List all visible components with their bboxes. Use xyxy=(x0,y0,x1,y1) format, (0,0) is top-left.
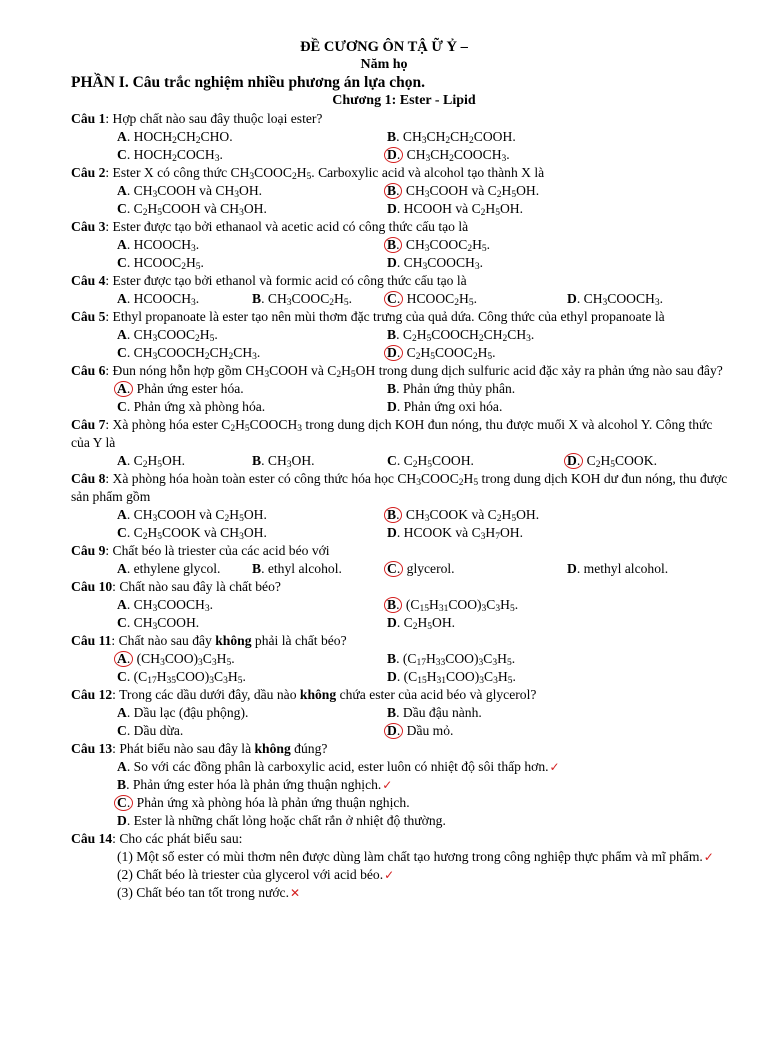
question-10: Câu 10: Chất nào sau đây là chất béo? xyxy=(71,579,281,594)
question-13: Câu 13: Phát biểu nào sau đây là không đúng? xyxy=(71,741,328,756)
option-d: D. Phản ứng oxi hóa. xyxy=(387,399,503,414)
option-c: C. $C_2H_5COOK$ và $CH_3OH$. xyxy=(117,525,267,542)
option-a: A. $HCOOCH_3$. xyxy=(117,237,200,254)
question-5: Câu 5: Ethyl propanoate là ester tạo nên mùi thơm đặc trưng của quả dứa. Công thức của ethyl propanoate là xyxy=(71,309,665,324)
option-d-circled: D. Dầu mỏ. xyxy=(387,722,453,740)
question-7: Câu 7: Xà phòng hóa ester $C_2H_5COOCH_3$ trong dung dịch KOH đun nóng, thu được muối X và alcohol Y. Công thức của Y là xyxy=(71,417,713,450)
check-mark-icon: ✓ xyxy=(703,850,714,864)
question-9: Câu 9: Chất béo là triester của các acid béo với xyxy=(71,543,330,558)
option-d-circled: D. $C_2H_5COOK$. xyxy=(567,452,657,470)
question-2: Câu 2: Ester X có công thức $CH_3COOC_2H_5$. Carboxylic acid và alcohol tạo thành X là xyxy=(71,165,545,182)
part-heading: PHẦN I. Câu trắc nghiệm nhiều phương án lựa chọn. xyxy=(71,74,426,91)
question-3: Câu 3: Ester được tạo bởi ethanaol và acetic acid có công thức cấu tạo là xyxy=(71,219,469,234)
option-b-circled: B. $CH_3COOC_2H_5$. xyxy=(387,236,490,254)
option-a: A. $CH_3COOCH_3$. xyxy=(117,597,214,614)
option-a: A. $C_2H_5OH$. xyxy=(117,453,186,470)
option-a-circled: A. $(CH_3COO)_3C_3H_5$. xyxy=(117,650,235,668)
option-d: D. methyl alcohol. xyxy=(567,561,669,576)
option-a: A. $HOCH_2CH_2CHO$. xyxy=(117,129,233,146)
option-a: A. $CH_3COOH$ và $CH_3OH$. xyxy=(117,183,263,200)
statement-3: (3) Chất béo tan tốt trong nước.✕ xyxy=(117,885,301,900)
option-c-circled: C. glycerol. xyxy=(387,560,455,578)
option-b: B. $CH_3OH$. xyxy=(252,453,315,470)
question-14: Câu 14: Cho các phát biểu sau: xyxy=(71,831,243,846)
question-6: Câu 6: Đun nóng hỗn hợp gồm $CH_3COOH$ và $C_2H_5OH$ trong dung dịch sulfuric acid đặc xảy ra phản ứng nào sau đây? xyxy=(71,363,723,380)
check-mark-icon: ✓ xyxy=(382,778,393,792)
option-d-circled: D. $C_2H_5COOC_2H_5$. xyxy=(387,344,496,362)
question-11: Câu 11: Chất nào sau đây không phải là chất béo? xyxy=(71,633,347,648)
cross-mark-icon: ✕ xyxy=(289,886,301,900)
check-mark-icon: ✓ xyxy=(549,760,560,774)
option-a: A. ethylene glycol. xyxy=(117,561,221,576)
option-d: D. HCOOK và $C_3H_7OH$. xyxy=(387,525,524,542)
question-1 xyxy=(0,110,768,128)
option-c-circled: C. $HCOOC_2H_5$. xyxy=(387,290,477,308)
option-c: C. Dầu dừa. xyxy=(117,723,184,738)
option-b: B. $(C_{17}H_{33}COO)_3C_3H_5$. xyxy=(387,651,516,668)
option-b: B. $C_2H_5COOCH_2CH_2CH_3$. xyxy=(387,327,535,344)
option-b: B. Dầu đậu nành. xyxy=(387,705,482,720)
option-b-circled: B. $CH_3COOK$ và $C_2H_5OH$. xyxy=(387,506,539,524)
option-a: A. $HCOOCH_3$. xyxy=(117,291,200,308)
option-a-circled: A. Phản ứng ester hóa. xyxy=(117,380,244,398)
option-a: A. $CH_3COOH$ và $C_2H_5OH$. xyxy=(117,507,267,524)
option-d: D. Ester là những chất lỏng hoặc chất rắn ở nhiệt độ thường. xyxy=(117,813,446,828)
option-d: D. $CH_3COOCH_3$. xyxy=(387,255,484,272)
option-c-circled: C. Phản ứng xà phòng hóa là phản ứng thuận nghịch. xyxy=(0,794,768,812)
option-d-circled: D. $CH_3CH_2COOCH_3$. xyxy=(387,146,510,164)
question-12: Câu 12: Trong các dầu dưới đây, dầu nào không chứa ester của acid béo và glycerol? xyxy=(71,687,537,702)
question-4: Câu 4: Ester được tạo bởi ethanol và formic acid có công thức cấu tạo là xyxy=(71,273,467,288)
option-c: C. $CH_3COOH$. xyxy=(117,615,200,632)
option-b: B. ethyl alcohol. xyxy=(252,561,342,576)
option-c: C. $HCOOC_2H_5$. xyxy=(117,255,204,272)
option-c: C. $HOCH_2COCH_3$. xyxy=(117,147,223,164)
option-b: B. Phản ứng thủy phân. xyxy=(387,381,516,396)
option-c: C. $C_2H_5COOH$. xyxy=(387,453,474,470)
question-label: Câu 1 xyxy=(71,111,106,126)
option-c: C. $C_2H_5COOH$ và $CH_3OH$. xyxy=(117,201,267,218)
option-d: D. $C_2H_5OH$. xyxy=(387,615,456,632)
option-b: B. Phản ứng ester hóa là phản ứng thuận nghịch.✓ xyxy=(117,777,393,792)
doc-subtitle: Năm họ xyxy=(360,57,408,72)
statement-2: (2) Chất béo là triester của glycerol với acid béo.✓ xyxy=(117,867,395,882)
option-c: C. Phản ứng xà phòng hóa. xyxy=(117,399,266,414)
document-page xyxy=(0,38,768,1062)
option-c: C. $(C_{17}H_{35}COO)_3C_3H_5$. xyxy=(117,669,246,686)
doc-title: ĐỀ CƯƠNG ÔN TẬ Ữ Ỷ – xyxy=(300,39,468,55)
question-8: Câu 8: Xà phòng hóa hoàn toàn ester có công thức hóa học $CH_3COOC_2H_5$ trong dung dịch KOH dư đun nóng, thu được sản phẩm gồm xyxy=(71,471,728,504)
option-b: B. $CH_3COOC_2H_5$. xyxy=(252,291,353,308)
check-mark-icon: ✓ xyxy=(384,868,395,882)
option-d: D. HCOOH và $C_2H_5OH$. xyxy=(387,201,524,218)
option-b: B. $CH_3CH_2CH_2COOH$. xyxy=(387,129,516,146)
option-b-circled: B. $CH_3COOH$ và $C_2H_5OH$. xyxy=(387,182,539,200)
option-d: D. $CH_3COOCH_3$. xyxy=(567,291,664,308)
question-text: : Hợp chất nào sau đây thuộc loại ester? xyxy=(105,111,323,126)
option-a: A. Dầu lạc (đậu phộng). xyxy=(117,705,249,720)
option-d: D. $(C_{15}H_{31}COO)_3C_3H_5$. xyxy=(387,669,516,686)
chapter-heading: Chương 1: Ester - Lipid xyxy=(332,93,476,108)
option-a: A. So với các đồng phân là carboxylic acid, ester luôn có nhiệt độ sôi thấp hơn.✓ xyxy=(117,759,560,774)
option-b-circled: B. $(C_{15}H_{31}COO)_3C_3H_5$. xyxy=(387,596,518,614)
option-c: C. $CH_3COOCH_2CH_2CH_3$. xyxy=(117,345,261,362)
option-a: A. $CH_3COOC_2H_5$. xyxy=(117,327,218,344)
statement-1: (1) Một số ester có mùi thơm nên được dùng làm chất tạo hương trong công nghiệp thực phẩm và mĩ phẩm.✓ xyxy=(117,849,714,864)
